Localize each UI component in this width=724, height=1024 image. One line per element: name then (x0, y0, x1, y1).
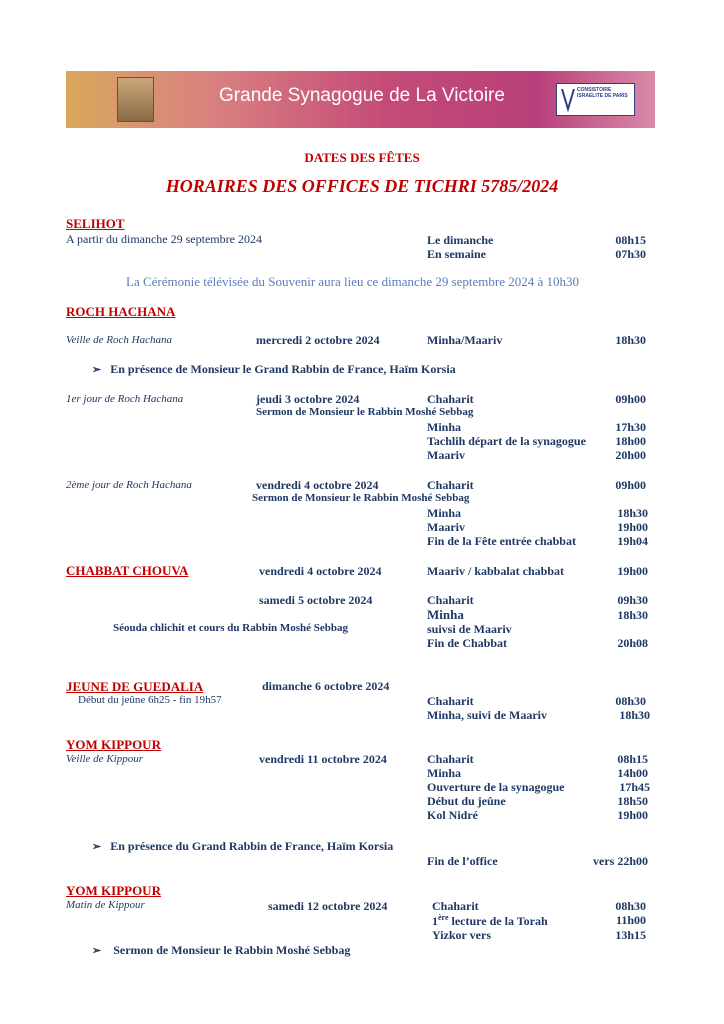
day-date: vendredi 4 octobre 2024 (259, 564, 382, 578)
section-selihot: SELIHOT (66, 216, 125, 231)
schedule-name: Fin de la Fête entrée chabbat (427, 534, 576, 548)
schedule-time: 19h04 (617, 534, 648, 548)
ordinal-suffix: ère (438, 913, 449, 922)
schedule-name: Fin de l’office (427, 854, 498, 868)
schedule-name: Minha (427, 607, 464, 622)
schedule-name: Yizkor vers (432, 928, 491, 942)
schedule-time: 09h00 (615, 478, 646, 492)
fast-times: Début du jeûne 6h25 - fin 19h57 (78, 694, 222, 706)
banner-title: Grande Synagogue de La Victoire (219, 85, 505, 106)
schedule-time: 13h15 (615, 928, 646, 942)
sermon-text: Sermon de Monsieur le Rabbin Moshé Sebbag (113, 943, 351, 957)
presence-text: En présence de Monsieur le Grand Rabbin de France, Haïm Korsia (110, 362, 456, 376)
schedule-name: Maariv (427, 448, 465, 462)
schedule-time: 18h30 (617, 608, 648, 622)
day-date: samedi 5 octobre 2024 (259, 593, 373, 607)
schedule-time: 07h30 (615, 247, 646, 261)
presence-note (92, 362, 456, 377)
sermon-note: Sermon de Monsieur le Rabbin Moshé Sebbag (252, 492, 470, 504)
schedule-time: 08h15 (615, 233, 646, 247)
ceremony-note: La Cérémonie télévisée du Souvenir aura lieu ce dimanche 29 septembre 2024 à 10h30 (126, 274, 580, 289)
schedule-time: 18h30 (617, 506, 648, 520)
schedule-name: Ouverture de la synagogue (427, 780, 565, 794)
schedule-name: Chaharit (427, 392, 474, 406)
section-roch-hachana: ROCH HACHANA (66, 304, 176, 319)
heading: DATES DES FÊTES (304, 150, 420, 165)
schedule-time: 19h00 (617, 520, 648, 534)
day-label: Matin de Kippour (66, 899, 145, 911)
day-label: 1er jour de Roch Hachana (66, 393, 184, 405)
logo-emblem-icon (559, 85, 577, 114)
schedule-time: vers 22h00 (593, 854, 648, 868)
schedule-name: Tachlih départ de la synagogue (427, 434, 586, 448)
seouda-note: Séouda chlichit et cours du Rabbin Moshé Sebbag (113, 622, 349, 634)
schedule-name: Chaharit (427, 694, 474, 708)
arrow-bullet-icon: ➢ (92, 364, 102, 376)
schedule-name: Chaharit (427, 752, 474, 766)
schedule-time: 11h00 (615, 913, 646, 927)
schedule-time: 18h00 (615, 434, 646, 448)
schedule-time: 18h30 (615, 333, 646, 347)
schedule-name: Kol Nidré (427, 808, 478, 822)
arrow-bullet-icon: ➢ (92, 945, 102, 957)
schedule-name: Minha (427, 766, 462, 780)
schedule-time: 08h30 (615, 694, 646, 708)
day-date: vendredi 4 octobre 2024 (256, 478, 379, 492)
day-date: jeudi 3 octobre 2024 (256, 392, 360, 406)
schedule-time: 19h00 (617, 808, 648, 822)
schedule-name: Chaharit (427, 593, 474, 607)
schedule-name: En semaine (427, 247, 487, 261)
schedule-time: 09h30 (617, 593, 648, 607)
schedule-name: Maariv (427, 520, 465, 534)
schedule-time: 20h08 (617, 636, 648, 650)
schedule-name: Minha (427, 506, 462, 520)
schedule-name: Fin de Chabbat (427, 636, 508, 650)
schedule-time: 08h15 (617, 752, 648, 766)
synagogue-image (117, 77, 154, 122)
schedule-name: suivsi de Maariv (427, 622, 512, 636)
schedule-name: Minha (427, 420, 462, 434)
schedule-name: Chaharit (427, 478, 474, 492)
schedule-time: 09h00 (615, 392, 646, 406)
schedule-name: Chaharit (432, 899, 479, 913)
logo-text: CONSISTOIRE ISRAELITE DE PARIS (577, 87, 628, 99)
schedule-name: Le dimanche (427, 233, 494, 247)
schedule-time: 19h00 (617, 564, 648, 578)
header-banner (66, 71, 655, 128)
presence-note (92, 839, 393, 854)
section-jeune-guedalia: JEUNE DE GUEDALIA (66, 679, 204, 694)
schedule-time: 18h50 (617, 794, 648, 808)
day-label: 2ème jour de Roch Hachana (66, 479, 192, 491)
day-label: Veille de Roch Hachana (66, 334, 172, 346)
page-title: HORAIRES DES OFFICES DE TICHRI 5785/2024 (165, 176, 559, 196)
schedule-time: 17h45 (619, 780, 650, 794)
sermon-note: Sermon de Monsieur le Rabbin Moshé Sebbag (256, 406, 474, 418)
section-yom-kippour-matin: YOM KIPPOUR (66, 883, 161, 898)
day-date: mercredi 2 octobre 2024 (256, 333, 380, 347)
selihot-start: A partir du dimanche 29 septembre 2024 (66, 232, 262, 246)
schedule-time: 08h30 (615, 899, 646, 913)
day-date: dimanche 6 octobre 2024 (262, 679, 390, 693)
sermon-note (92, 943, 350, 958)
day-date: samedi 12 octobre 2024 (268, 899, 388, 913)
section-chabbat-chouva: CHABBAT CHOUVA (66, 563, 189, 578)
ordinal-number: 1 (432, 914, 438, 928)
schedule-name: Début du jeûne (427, 794, 506, 808)
arrow-bullet-icon: ➢ (92, 841, 102, 853)
consistoire-logo (556, 83, 635, 116)
schedule-name (432, 913, 548, 929)
schedule-time: 14h00 (617, 766, 648, 780)
schedule-time: 20h00 (615, 448, 646, 462)
presence-text: En présence du Grand Rabbin de France, Haïm Korsia (110, 839, 394, 853)
schedule-name: Minha/Maariv (427, 333, 503, 347)
schedule-time: 18h30 (619, 708, 650, 722)
schedule-time: 17h30 (615, 420, 646, 434)
schedule-name: Minha, suivi de Maariv (427, 708, 548, 722)
section-yom-kippour-veille: YOM KIPPOUR (66, 737, 161, 752)
reading-text: lecture de la Torah (448, 914, 548, 928)
day-date: vendredi 11 octobre 2024 (259, 752, 387, 766)
schedule-name: Maariv / kabbalat chabbat (427, 564, 565, 578)
day-label: Veille de Kippour (66, 753, 143, 765)
